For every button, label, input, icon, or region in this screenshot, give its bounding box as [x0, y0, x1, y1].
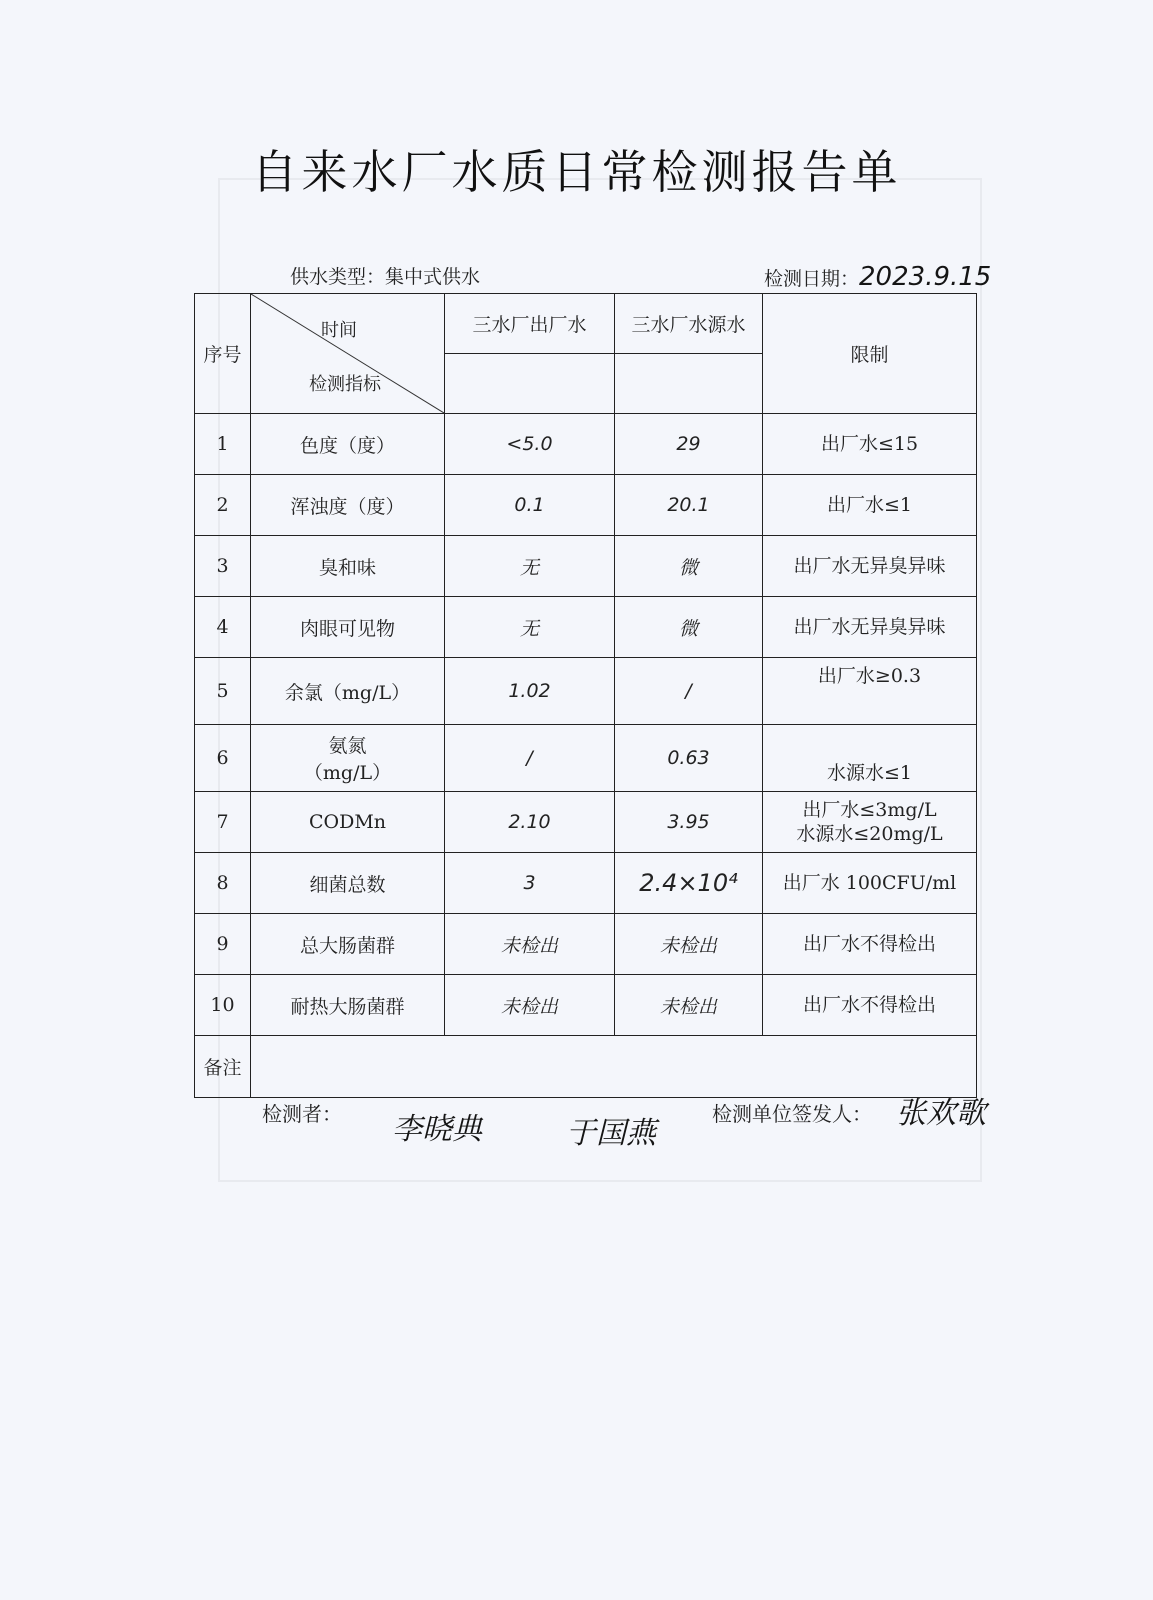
remarks-content	[251, 1036, 977, 1098]
row-item	[251, 725, 445, 792]
row-limit: 出厂水≤1	[763, 475, 977, 536]
row-item-line1: 氨氮	[328, 735, 367, 757]
row-item-line2: （mg/L）	[303, 762, 392, 784]
header-seq: 序号	[195, 294, 251, 414]
header-limit: 限制	[763, 294, 977, 414]
row-limit: 出厂水无异臭异味	[763, 536, 977, 597]
header-indicator: 检测指标	[309, 374, 381, 395]
test-date-label: 检测日期：	[764, 268, 860, 290]
issuer-signature: 张欢歌	[896, 1096, 986, 1131]
row-limit: 出厂水不得检出	[763, 975, 977, 1036]
row-item: 浑浊度（度）	[251, 475, 445, 536]
tester1-signature: 李晓典	[392, 1112, 482, 1147]
supply-type: 供水类型：集中式供水	[290, 266, 481, 288]
issuer-label: 检测单位签发人：	[712, 1102, 872, 1126]
row-source-value: /	[615, 658, 763, 725]
table-row	[195, 414, 977, 475]
test-date	[764, 262, 991, 292]
row-item: 细菌总数	[251, 853, 445, 914]
row-limit: 水源水≤1	[763, 725, 977, 792]
header-time: 时间	[321, 320, 357, 341]
table-row	[195, 975, 977, 1036]
table-row	[195, 792, 977, 853]
row-source-value: 0.63	[615, 725, 763, 792]
row-limit: 出厂水≥0.3	[763, 658, 977, 725]
row-outlet-value: 0.1	[445, 475, 615, 536]
row-item: 耐热大肠菌群	[251, 975, 445, 1036]
table-row	[195, 597, 977, 658]
row-limit-line1: 出厂水≤3mg/L	[802, 799, 937, 821]
row-outlet-value: 无	[445, 536, 615, 597]
row-no: 8	[195, 853, 251, 914]
remarks-label: 备注	[195, 1036, 251, 1098]
row-no: 1	[195, 414, 251, 475]
row-no: 3	[195, 536, 251, 597]
row-limit: 出厂水无异臭异味	[763, 597, 977, 658]
row-no: 10	[195, 975, 251, 1036]
row-outlet-value: 无	[445, 597, 615, 658]
row-source-value: 微	[615, 536, 763, 597]
row-source-value: 2.4×10⁴	[615, 853, 763, 914]
row-source-value: 29	[615, 414, 763, 475]
report-title: 自来水厂水质日常检测报告单	[251, 145, 902, 199]
row-source-value: 未检出	[615, 914, 763, 975]
table-row	[195, 658, 977, 725]
row-source-value: 未检出	[615, 975, 763, 1036]
table-row	[195, 475, 977, 536]
header-diagonal-cell	[251, 294, 445, 414]
row-limit: 出厂水≤15	[763, 414, 977, 475]
table-row	[195, 914, 977, 975]
row-item: 色度（度）	[251, 414, 445, 475]
row-item: 余氯（mg/L）	[251, 658, 445, 725]
header-source-blank	[615, 354, 763, 414]
report-table	[194, 293, 977, 1098]
row-outlet-value: 1.02	[445, 658, 615, 725]
tester2-signature: 于国燕	[566, 1116, 656, 1151]
tester-label: 检测者：	[262, 1102, 342, 1126]
row-outlet-value: /	[445, 725, 615, 792]
header-outlet-water: 三水厂出厂水	[445, 294, 615, 354]
row-no: 9	[195, 914, 251, 975]
row-item: CODMn	[251, 792, 445, 853]
row-source-value: 20.1	[615, 475, 763, 536]
remarks-row	[195, 1036, 977, 1098]
header-source-water: 三水厂水源水	[615, 294, 763, 354]
row-source-value: 微	[615, 597, 763, 658]
row-limit	[763, 792, 977, 853]
table-row	[195, 725, 977, 792]
row-outlet-value: 未检出	[445, 975, 615, 1036]
row-outlet-value: 未检出	[445, 914, 615, 975]
row-outlet-value: <5.0	[445, 414, 615, 475]
row-item: 肉眼可见物	[251, 597, 445, 658]
row-item: 总大肠菌群	[251, 914, 445, 975]
table-row	[195, 536, 977, 597]
row-no: 6	[195, 725, 251, 792]
row-no: 5	[195, 658, 251, 725]
row-outlet-value: 3	[445, 853, 615, 914]
row-outlet-value: 2.10	[445, 792, 615, 853]
row-limit-line2: 水源水≤20mg/L	[796, 823, 943, 845]
row-item: 臭和味	[251, 536, 445, 597]
header-outlet-blank	[445, 354, 615, 414]
row-limit: 出厂水 100CFU/ml	[763, 853, 977, 914]
table-row	[195, 853, 977, 914]
row-no: 7	[195, 792, 251, 853]
row-source-value: 3.95	[615, 792, 763, 853]
row-limit: 出厂水不得检出	[763, 914, 977, 975]
row-no: 2	[195, 475, 251, 536]
row-no: 4	[195, 597, 251, 658]
test-date-value: 2023.9.15	[859, 262, 992, 292]
